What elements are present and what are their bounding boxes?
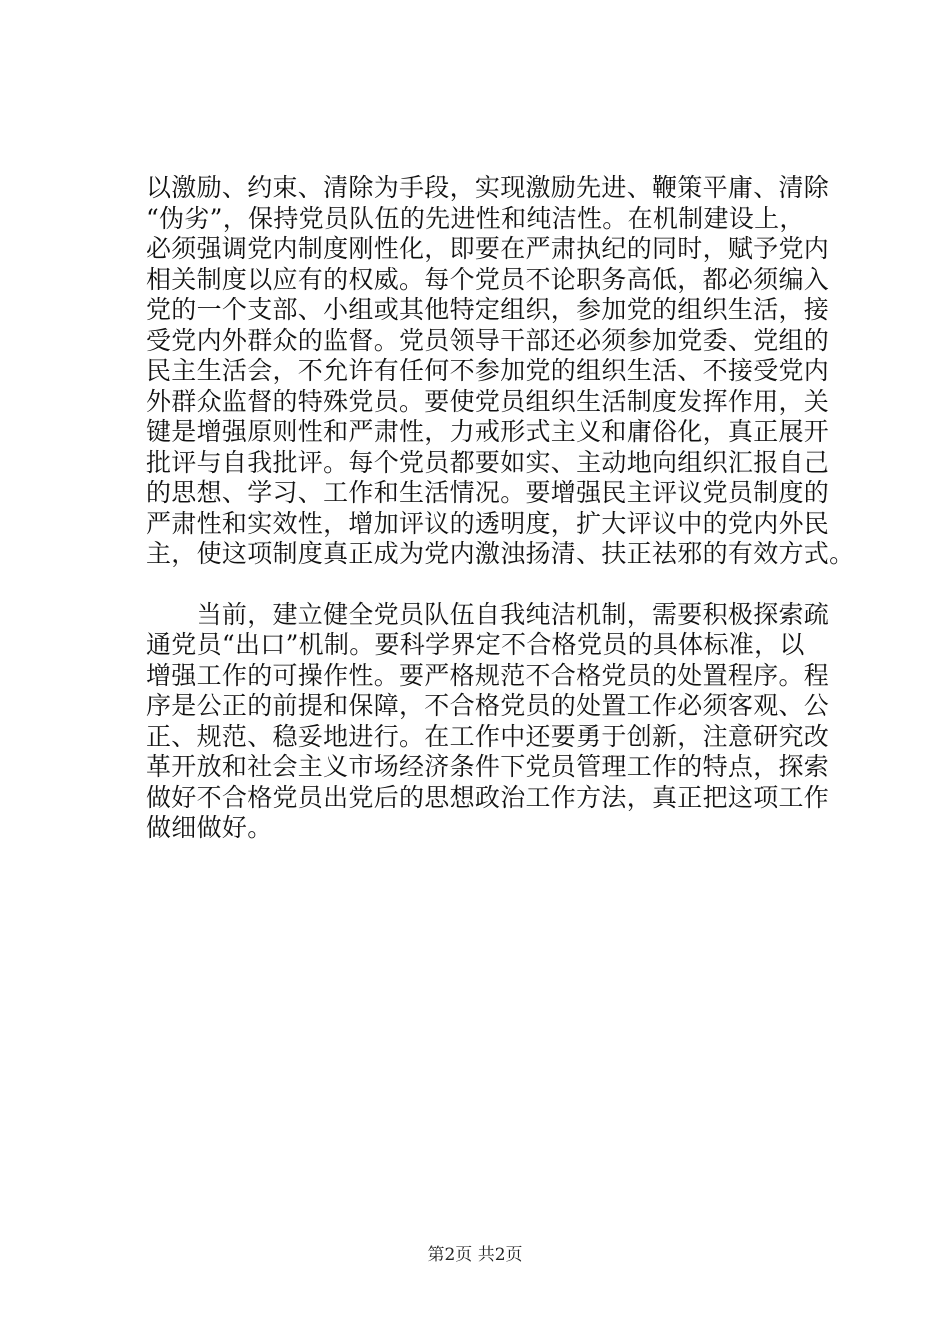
- paragraph-line: 主，使这项制度真正成为党内激浊扬清、扶正祛邪的有效方式。: [146, 539, 855, 568]
- document-body: [146, 173, 855, 844]
- paragraph-line: 受党内外群众的监督。党员领导干部还必须参加党委、党组的: [146, 325, 830, 355]
- paragraph-1: [146, 173, 855, 570]
- paragraph-line: 的思想、学习、工作和生活情况。要增强民主评议党员制度的: [146, 478, 830, 507]
- paragraph-line: 键是增强原则性和严肃性，力戒形式主义和庸俗化，真正展开: [146, 417, 830, 446]
- paragraph-line: 以激励、约束、清除为手段，实现激励先进、鞭策平庸、清除: [146, 173, 830, 202]
- paragraph-line: 外群众监督的特殊党员。要使党员组织生活制度发挥作用，关: [146, 386, 830, 416]
- paragraph-line: 党的一个支部、小组或其他特定组织，参加党的组织生活，接: [146, 295, 830, 324]
- paragraph-line: 做细做好。: [146, 813, 273, 842]
- paragraph-line: 通党员“出口”机制。要科学界定不合格党员的具体标准，以: [146, 630, 805, 659]
- paragraph-line: 相关制度以应有的权威。每个党员不论职务高低，都必须编入: [146, 264, 830, 294]
- paragraph-spacer: [146, 570, 846, 600]
- paragraph-line: 必须强调党内制度刚性化，即要在严肃执纪的同时，赋予党内: [146, 234, 830, 263]
- paragraph-line: 严肃性和实效性，增加评议的透明度，扩大评议中的党内外民: [146, 508, 830, 538]
- paragraph-line: 批评与自我批评。每个党员都要如实、主动地向组织汇报自己: [146, 447, 830, 477]
- paragraph-line: 民主生活会，不允许有任何不参加党的组织生活、不接受党内: [146, 356, 830, 385]
- paragraph-line: 正、规范、稳妥地进行。在工作中还要勇于创新，注意研究改: [146, 721, 830, 751]
- paragraph-2: [146, 600, 846, 844]
- page-number-footer: 第2页 共2页: [427, 1245, 523, 1265]
- paragraph-line: “伪劣”，保持党员队伍的先进性和纯洁性。在机制建设上，: [146, 203, 805, 233]
- paragraph-line: 增强工作的可操作性。要严格规范不合格党员的处置程序。程: [146, 660, 830, 690]
- paragraph-line: 革开放和社会主义市场经济条件下党员管理工作的特点，探索: [146, 752, 830, 781]
- paragraph-line: 序是公正的前提和保障，不合格党员的处置工作必须客观、公: [146, 691, 830, 720]
- paragraph-line: 做好不合格党员出党后的思想政治工作方法，真正把这项工作: [146, 782, 830, 812]
- paragraph-line: 当前，建立健全党员队伍自我纯洁机制，需要积极探索疏: [146, 599, 830, 629]
